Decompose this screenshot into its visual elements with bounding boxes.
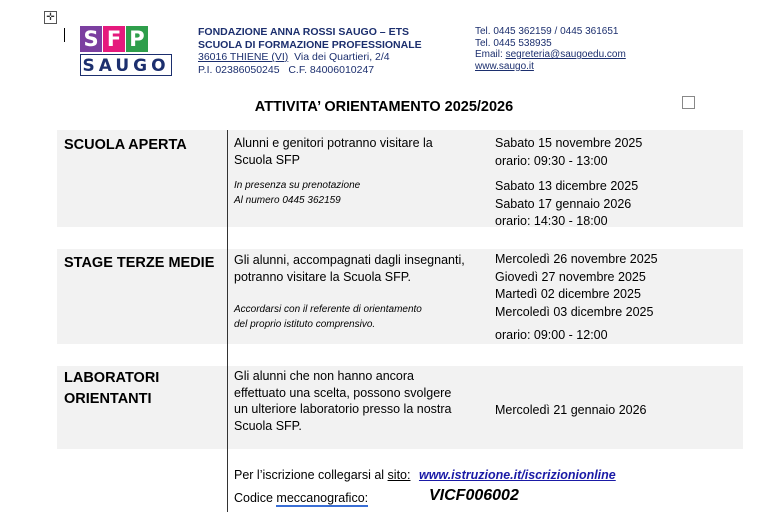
dates-scuola-aperta-a [495, 135, 642, 170]
org-address-street: Via dei Quartieri, 2/4 [294, 51, 390, 63]
date-line: Giovedì 27 novembre 2025 [495, 269, 646, 284]
organization-info [198, 26, 422, 76]
org-name: FONDAZIONE ANNA ROSSI SAUGO – ETS [198, 26, 409, 38]
date-line: Mercoledì 26 novembre 2025 [495, 252, 658, 266]
codice-label: Codice [234, 491, 273, 505]
org-address-city: 36016 THIENE (VI) [198, 51, 289, 63]
row-note-scuola-aperta [234, 178, 360, 208]
sito-label: sito: [387, 468, 411, 482]
iscrizione-line [234, 468, 616, 482]
contact-web-line [475, 61, 626, 73]
contact-email-line [475, 49, 626, 61]
logo-tile-p: P [126, 26, 148, 52]
contact-email-link[interactable]: segreteria@saugoedu.com [505, 49, 626, 60]
column-divider [227, 130, 228, 512]
row-desc-scuola-aperta: Alunni e genitori potranno visitare la Scuola SFP [234, 136, 433, 167]
codice-line [234, 487, 519, 505]
row-label-laboratori [64, 368, 159, 410]
logo-tile-s: S [80, 26, 102, 52]
row-note-stage [234, 302, 422, 332]
contact-email-label: Email: [475, 49, 503, 60]
logo-tiles [80, 26, 172, 52]
desc-line: un ulteriore laboratorio presso la nostra [234, 402, 452, 416]
meccanografico-label: meccanografico: [276, 491, 369, 505]
codice-meccanografico: VICF006002 [429, 487, 519, 504]
iscrizioni-link[interactable]: www.istruzione.it/iscrizionionline [418, 468, 616, 482]
contact-web-link[interactable]: www.saugo.it [475, 60, 534, 72]
label-line: ORIENTANTI [64, 391, 152, 407]
contact-info [475, 26, 626, 72]
document-title: ATTIVITA’ ORIENTAMENTO 2025/2026 [254, 99, 514, 115]
org-address [198, 51, 422, 64]
org-tax-ids [198, 64, 422, 77]
note-line: Accordarsi con il referente di orientamento [234, 304, 422, 315]
sfp-saugo-logo [80, 26, 172, 78]
org-school: SCUOLA DI FORMAZIONE PROFESSIONALE [198, 38, 422, 51]
note-line: Al numero 0445 362159 [234, 195, 341, 206]
time-line: orario: 09:30 - 13:00 [495, 153, 608, 168]
text-cursor [64, 28, 65, 42]
time-line: orario: 14:30 - 18:00 [495, 214, 608, 228]
logo-tile-f: F [103, 26, 125, 52]
contact-tel-2: Tel. 0445 538935 [475, 37, 552, 49]
date-line: Sabato 17 gennaio 2026 [495, 196, 632, 211]
dates-scuola-aperta-b [495, 178, 638, 231]
date-line: Martedì 02 dicembre 2025 [495, 287, 641, 301]
iscrizione-text: Per l’iscrizione collegarsi al [234, 468, 385, 482]
logo-word: SAUGO [80, 54, 172, 76]
org-piva: P.I. 02386050245 [198, 63, 280, 76]
date-line: Mercoledì 03 dicembre 2025 [495, 304, 654, 319]
desc-line: Scuola SFP. [234, 418, 302, 433]
date-laboratori: Mercoledì 21 gennaio 2026 [495, 403, 647, 417]
time-stage: orario: 09:00 - 12:00 [495, 328, 608, 342]
dates-stage [495, 251, 658, 321]
row-label-scuola-aperta: SCUOLA APERTA [64, 137, 187, 153]
desc-line: effettuato una scelta, possono svolgere [234, 385, 452, 400]
table-move-handle[interactable]: ✛ [44, 11, 57, 24]
date-line: Sabato 13 dicembre 2025 [495, 179, 639, 193]
date-line: Sabato 15 novembre 2025 [495, 136, 643, 150]
note-line: del proprio istituto comprensivo. [234, 319, 376, 330]
contact-tel-1: Tel. 0445 362159 / 0445 361651 [475, 26, 619, 37]
org-cf: C.F. 84006010247 [288, 63, 375, 76]
desc-line: Gli alunni che non hanno ancora [234, 369, 414, 383]
note-line: In presenza su prenotazione [234, 180, 361, 191]
row-desc-laboratori [234, 368, 451, 434]
row-label-stage-terze-medie: STAGE TERZE MEDIE [64, 255, 215, 271]
label-line: LABORATORI [64, 370, 160, 386]
row-desc-stage: Gli alunni, accompagnati dagli insegnanti, potranno visitare la Scuola SFP. [234, 253, 465, 284]
